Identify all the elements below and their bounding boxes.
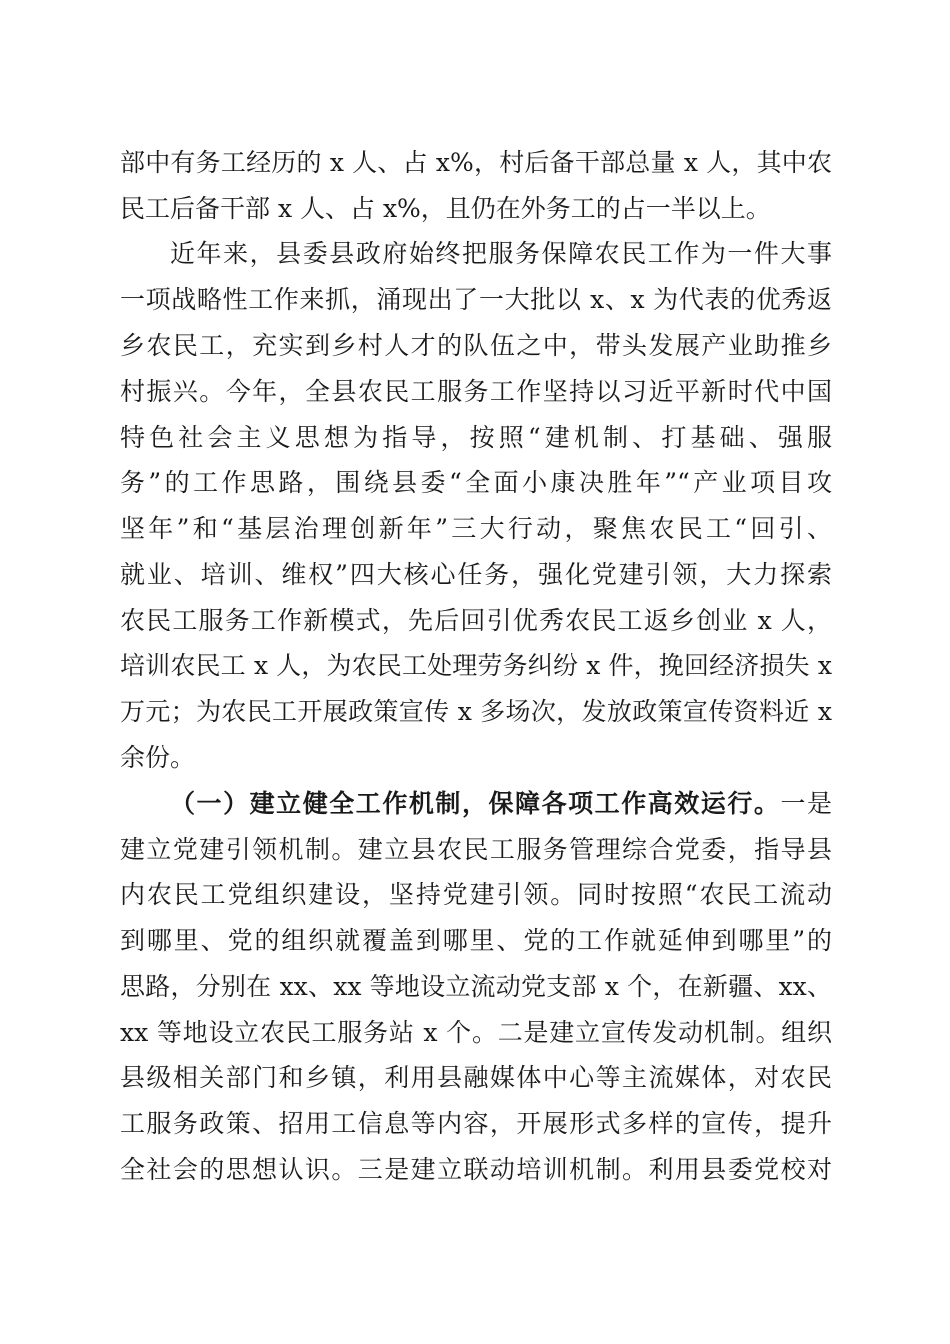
paragraph-3-line-7: 县级相关部门和乡镇，利用县融媒体中心等主流媒体，对农民	[120, 1063, 832, 1092]
paragraph-3-line-8: 工服务政策、招用工信息等内容，开展形式多样的宣传，提升	[120, 1109, 832, 1138]
paragraph-1-line-1: 部中有务工经历的 x 人、占 x%，村后备干部总量 x 人，其中农	[120, 148, 832, 177]
paragraph-1-line-2: 民工后备干部 x 人、占 x%，且仍在外务工的占一半以上。	[120, 194, 771, 223]
paragraph-2-line-5: 特色社会主义思想为指导，按照“建机制、打基础、强服	[120, 423, 832, 452]
paragraph-2-line-10: 培训农民工 x 人，为农民工处理劳务纠纷 x 件，挽回经济损失 x	[120, 651, 832, 680]
paragraph-2-line-4: 村振兴。今年，全县农民工服务工作坚持以习近平新时代中国	[120, 377, 832, 406]
paragraph-2-line-8: 就业、培训、维权”四大核心任务，强化党建引领，大力探索	[120, 560, 832, 589]
section-heading-continuation: 一是	[780, 789, 832, 818]
paragraph-2-line-6: 务”的工作思路，围绕县委“全面小康决胜年”“产业项目攻	[120, 468, 832, 497]
paragraph-3-line-5: 思路，分别在 xx、xx 等地设立流动党支部 x 个，在新疆、xx、	[120, 972, 832, 1001]
paragraph-2-line-2: 一项战略性工作来抓，涌现出了一大批以 x、x 为代表的优秀返	[120, 285, 832, 314]
paragraph-3-line-9: 全社会的思想认识。三是建立联动培训机制。利用县委党校对	[120, 1155, 832, 1184]
section-heading: （一）建立健全工作机制，保障各项工作高效运行。	[170, 789, 781, 818]
paragraph-2-line-11: 万元；为农民工开展政策宣传 x 多场次，发放政策宣传资料近 x	[120, 697, 832, 726]
paragraph-3-line-3: 内农民工党组织建设，坚持党建引领。同时按照“农民工流动	[120, 880, 832, 909]
paragraph-2-line-3: 乡农民工，充实到乡村人才的队伍之中，带头发展产业助推乡	[120, 331, 832, 360]
paragraph-2-line-1: 近年来，县委县政府始终把服务保障农民工作为一件大事	[170, 239, 832, 268]
paragraph-3-line-2: 建立党建引领机制。建立县农民工服务管理综合党委，指导县	[120, 835, 832, 864]
paragraph-3-line-4: 到哪里、党的组织就覆盖到哪里、党的工作就延伸到哪里”的	[120, 926, 832, 955]
paragraph-2-line-12: 余份。	[120, 743, 196, 772]
paragraph-3-line-1	[170, 784, 832, 824]
paragraph-2-line-7: 坚年”和“基层治理创新年”三大行动，聚焦农民工“回引、	[120, 514, 832, 543]
paragraph-3-line-6: xx 等地设立农民工服务站 x 个。二是建立宣传发动机制。组织	[120, 1018, 832, 1047]
paragraph-2-line-9: 农民工服务工作新模式，先后回引优秀农民工返乡创业 x 人，	[120, 606, 832, 635]
